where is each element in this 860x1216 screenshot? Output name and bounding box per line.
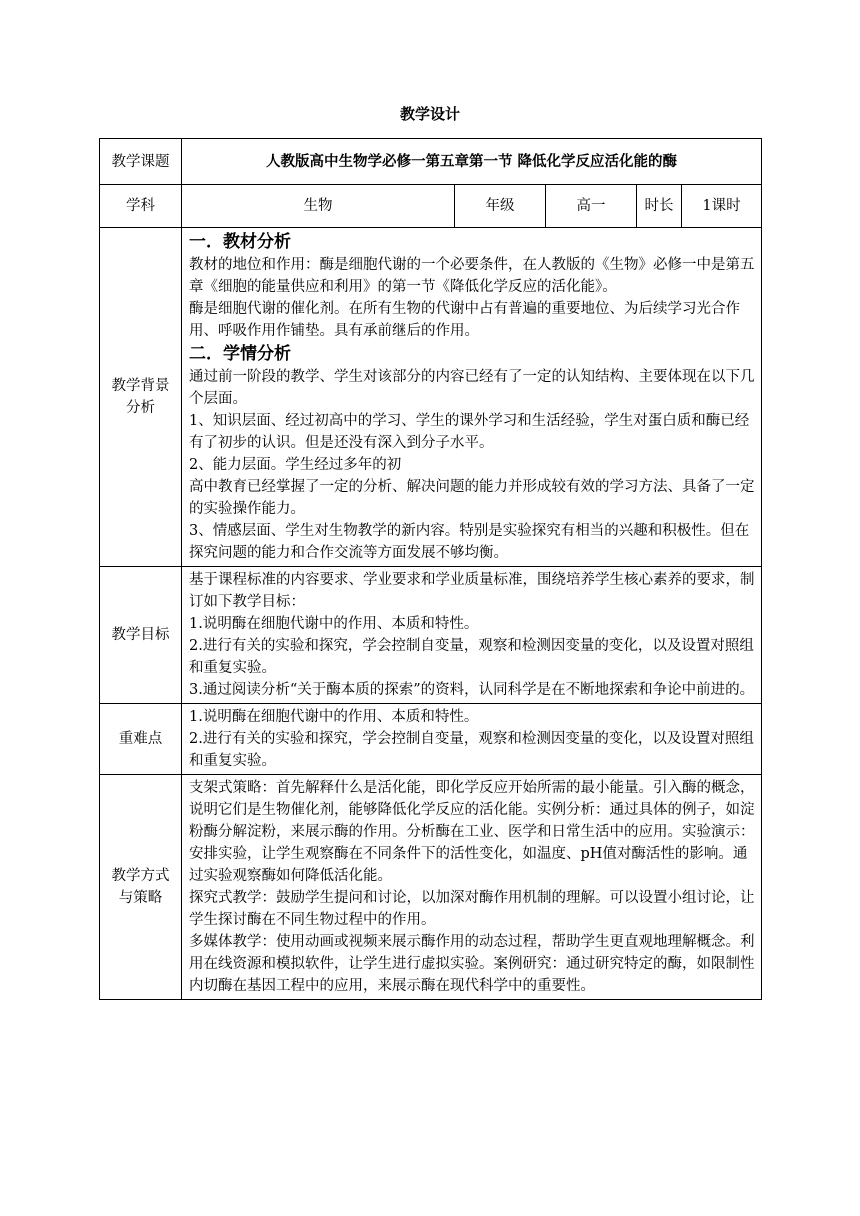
paragraph: 1、知识层面、经过初高中的学习、学生的课外学习和生活经验，学生对蛋白质和酶已经有了初步的认识。但是还没有深入到分子水平。 xyxy=(189,413,750,451)
subject-value: 生物 xyxy=(182,185,455,228)
label-teaching-objectives: 教学目标 xyxy=(100,567,182,704)
label-grade: 年级 xyxy=(455,185,546,228)
paragraph: 2.进行有关的实验和探究，学会控制自变量，观察和检测因变量的变化，以及设置对照组和重复实验。 xyxy=(189,731,754,769)
paragraph: 高中教育已经掌握了一定的分析、解决问题的能力并形成较有效的学习方法、具备了一定的实验操作能力。 xyxy=(189,479,755,517)
course-topic-value: 人教版高中生物学必修一第五章第一节 降低化学反应活化能的酶 xyxy=(182,139,762,185)
paragraph: 支架式策略：首先解释什么是活化能，即化学反应开始所需的最小能量。引入酶的概念，说明它们是生物催化剂，能够降低化学反应的活化能。实例分析：通过具体的例子，如淀粉酶分解淀粉，来展示酶的作用。分析酶在工业、医学和日常生活中的应用。实验演示：安排实验，让学生观察酶在不同条件下的活性变化，如温度、pH值对酶活性的影响。通过实验观察酶如何降低活化能。 xyxy=(189,780,755,884)
paragraph: 酶是细胞代谢的催化剂。在所有生物的代谢中占有普遍的重要地位、为后续学习光合作用、呼吸作用作铺垫。具有承前继后的作用。 xyxy=(189,301,740,339)
paragraph: 探究式教学：鼓励学生提问和讨论，以加深对酶作用机制的理解。可以设置小组讨论，让学生探讨酶在不同生物过程中的作用。 xyxy=(189,890,755,928)
row-teaching-methods xyxy=(100,775,762,1000)
teaching-methods-content xyxy=(182,775,762,1000)
label-subject: 学科 xyxy=(100,185,182,228)
paragraph: 1.说明酶在细胞代谢中的作用、本质和特性。 xyxy=(189,616,479,632)
teaching-objectives-content xyxy=(182,567,762,704)
row-background-analysis xyxy=(100,228,762,567)
duration-value: 1课时 xyxy=(682,185,762,228)
label-key-points: 重难点 xyxy=(100,704,182,775)
row-subject xyxy=(100,185,762,228)
label-course-topic: 教学课题 xyxy=(100,139,182,185)
grade-value: 高一 xyxy=(546,185,637,228)
paragraph: 1.说明酶在细胞代谢中的作用、本质和特性。 xyxy=(189,709,479,725)
paragraph: 3、情感层面、学生对生物教学的新内容。特别是实验探究有相当的兴趣和积极性。但在探究问题的能力和合作交流等方面发展不够均衡。 xyxy=(189,523,750,561)
paragraph: 通过前一阶段的教学、学生对该部分的内容已经有了一定的认知结构、主要体现在以下几个层面。 xyxy=(189,369,755,407)
row-key-points xyxy=(100,704,762,775)
paragraph: 3.通过阅读分析“关于酶本质的探索”的资料，认同科学是在不断地探索和争论中前进的。 xyxy=(189,682,755,698)
label-background-analysis: 教学背景分析 xyxy=(100,228,182,567)
paragraph: 教材的地位和作用：酶是细胞代谢的一个必要条件，在人教版的《生物》必修一中是第五章《细胞的能量供应和利用》的第一节《降低化学反应的活化能》。 xyxy=(189,257,755,295)
document-title: 教学设计 xyxy=(399,105,460,123)
key-points-content xyxy=(182,704,762,775)
paragraph: 2.进行有关的实验和探究，学会控制自变量，观察和检测因变量的变化，以及设置对照组和重复实验。 xyxy=(189,638,754,676)
row-course-topic xyxy=(100,139,762,185)
label-teaching-methods: 教学方式与策略 xyxy=(100,775,182,1000)
row-teaching-objectives xyxy=(100,567,762,704)
paragraph: 2、能力层面。学生经过多年的初 xyxy=(189,457,402,473)
section-heading-student-analysis: 二．学情分析 xyxy=(189,344,291,364)
paragraph: 基于课程标准的内容要求、学业要求和学业质量标准，围绕培养学生核心素养的要求，制订如下教学目标： xyxy=(189,572,755,610)
lesson-plan-table xyxy=(99,138,762,1000)
label-duration: 时长 xyxy=(637,185,682,228)
paragraph: 多媒体教学：使用动画或视频来展示酶作用的动态过程，帮助学生更直观地理解概念。利用在线资源和模拟软件，让学生进行虚拟实验。案例研究：通过研究特定的酶，如限制性内切酶在基因工程中的应用，来展示酶在现代科学中的重要性。 xyxy=(189,934,755,994)
background-analysis-content xyxy=(182,228,762,567)
section-heading-textbook-analysis: 一．教材分析 xyxy=(189,232,291,252)
